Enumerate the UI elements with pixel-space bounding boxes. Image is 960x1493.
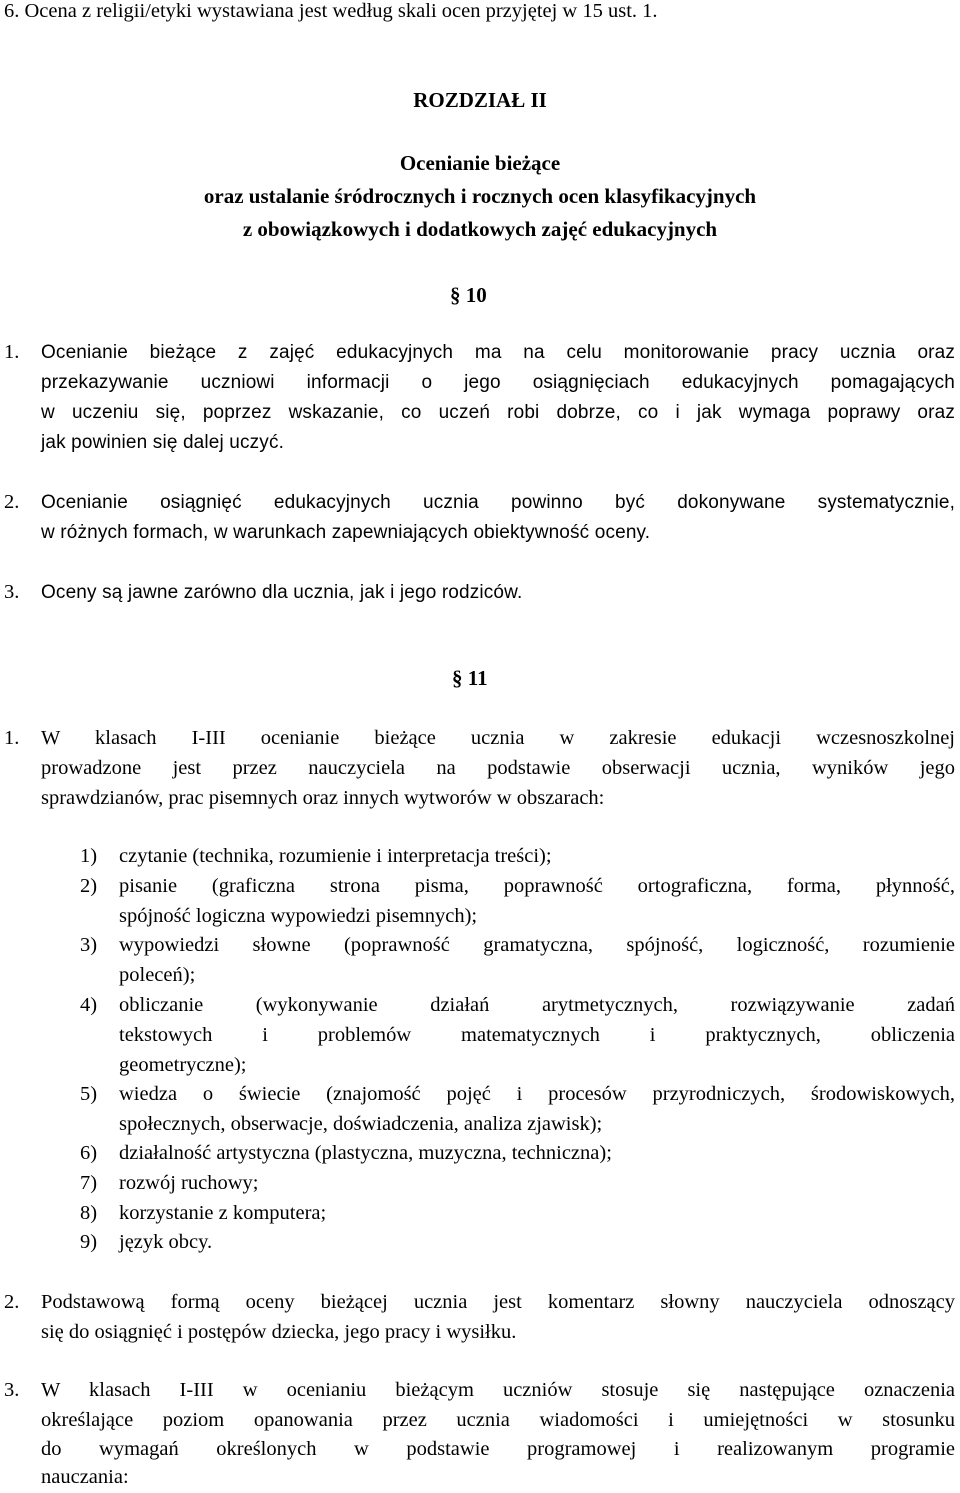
p11-item1-line2: prowadzone jest przez nauczyciela na podstawie obserwacji ucznia, wyników jego [41, 757, 955, 779]
p11-item1-line3: sprawdzianów, prac pisemnych oraz innych wytworów w obszarach: [41, 787, 605, 809]
chapter-subtitle-line-2: oraz ustalanie śródrocznych i rocznych ocen klasyfikacyjnych [203, 184, 757, 208]
area-2-line2: spójność logiczna wypowiedzi pisemnych); [119, 905, 478, 927]
area-2-line1: pisanie (graficzna strona pisma, poprawność ortograficzna, forma, płynność, [119, 875, 955, 897]
area-number: 2) [80, 875, 98, 897]
area-9-line1: język obcy. [119, 1231, 213, 1253]
area-6-line1: działalność artystyczna (plastyczna, muzyczna, techniczna); [119, 1142, 612, 1164]
p11-item3-line4: nauczania: [41, 1466, 129, 1488]
area-number: 7) [80, 1172, 98, 1194]
religion-grade-line: 6. Ocena z religii/etyki wystawiana jest według skali ocen przyjętej w 15 ust. 1. [4, 0, 658, 22]
p11-item3-line3: do wymagań określonych w podstawie programowej i realizowanym programie [41, 1438, 955, 1460]
p11-item2-line1: Podstawową formą oceny bieżącej ucznia jest komentarz słowny nauczyciela odnoszący [41, 1291, 955, 1313]
area-number: 1) [80, 845, 98, 867]
area-number: 9) [80, 1231, 98, 1253]
item-number: 2. [4, 491, 20, 513]
p11-item3-line1: W klasach I-III w ocenianiu bieżącym uczniów stosuje się następujące oznaczenia [41, 1379, 955, 1401]
p11-item3-line2: określające poziom opanowania przez ucznia wiadomości i umiejętności w stosunku [41, 1409, 955, 1431]
item-number: 3. [4, 581, 20, 603]
chapter-subtitle-line-1: Ocenianie bieżące [399, 151, 561, 175]
chapter-title: ROZDZIAŁ II [413, 88, 547, 112]
p10-item2-line2: w różnych formach, w warunkach zapewniających obiektywność oceny. [41, 522, 651, 543]
area-4-line1: obliczanie (wykonywanie działań arytmetycznych, rozwiązywanie zadań [119, 994, 955, 1016]
p10-item1-line4: jak powinien się dalej uczyć. [41, 432, 285, 453]
item-number: 3. [4, 1379, 20, 1401]
area-5-line2: społecznych, obserwacje, doświadczenia, analiza zjawisk); [119, 1113, 603, 1135]
item-number: 2. [4, 1291, 20, 1313]
area-1-line1: czytanie (technika, rozumienie i interpretacja treści); [119, 845, 552, 867]
area-5-line1: wiedza o świecie (znajomość pojęć i procesów przyrodniczych, środowiskowych, [119, 1083, 955, 1105]
area-number: 8) [80, 1202, 98, 1224]
area-number: 4) [80, 994, 98, 1016]
area-number: 3) [80, 934, 98, 956]
area-3-line1: wypowiedzi słowne (poprawność gramatyczna, spójność, logiczność, rozumienie [119, 934, 955, 956]
item-number: 1. [4, 341, 20, 363]
paragraph-11-label: § 11 [452, 666, 488, 690]
area-7-line1: rozwój ruchowy; [119, 1172, 259, 1194]
area-number: 5) [80, 1083, 98, 1105]
section-sign: § [450, 283, 461, 307]
p11-item1-line1: W klasach I-III ocenianie bieżące ucznia w zakresie edukacji wczesnoszkolnej [41, 727, 955, 749]
p10-item1-line2: przekazywanie uczniowi informacji o jego osiągnięciach edukacyjnych pomagających [41, 372, 955, 393]
item-number: 1. [4, 727, 20, 749]
chapter-subtitle-line-3: z obowiązkowych i dodatkowych zajęć edukacyjnych [242, 217, 718, 241]
area-4-line3: geometryczne); [119, 1054, 247, 1076]
area-number: 6) [80, 1142, 98, 1164]
p10-item1-line3: w uczeniu się, poprzez wskazanie, co uczeń robi dobrze, co i jak wymaga poprawy oraz [41, 402, 955, 423]
area-4-line2: tekstowych i problemów matematycznych i praktycznych, obliczenia [119, 1024, 955, 1046]
area-3-line2: poleceń); [119, 964, 196, 986]
p11-item2-line2: się do osiągnięć i postępów dziecka, jego pracy i wysiłku. [41, 1321, 517, 1343]
p10-item1-line1: Ocenianie bieżące z zajęć edukacyjnych ma na celu monitorowanie pracy ucznia oraz [41, 342, 955, 363]
p10-item2-line1: Ocenianie osiągnięć edukacyjnych ucznia powinno być dokonywane systematycznie, [41, 492, 955, 513]
paragraph-10-label: § 10 [450, 283, 487, 307]
p10-item3-line1: Oceny są jawne zarówno dla ucznia, jak i jego rodziców. [41, 582, 523, 603]
area-8-line1: korzystanie z komputera; [119, 1202, 327, 1224]
section-sign: § [452, 666, 463, 690]
